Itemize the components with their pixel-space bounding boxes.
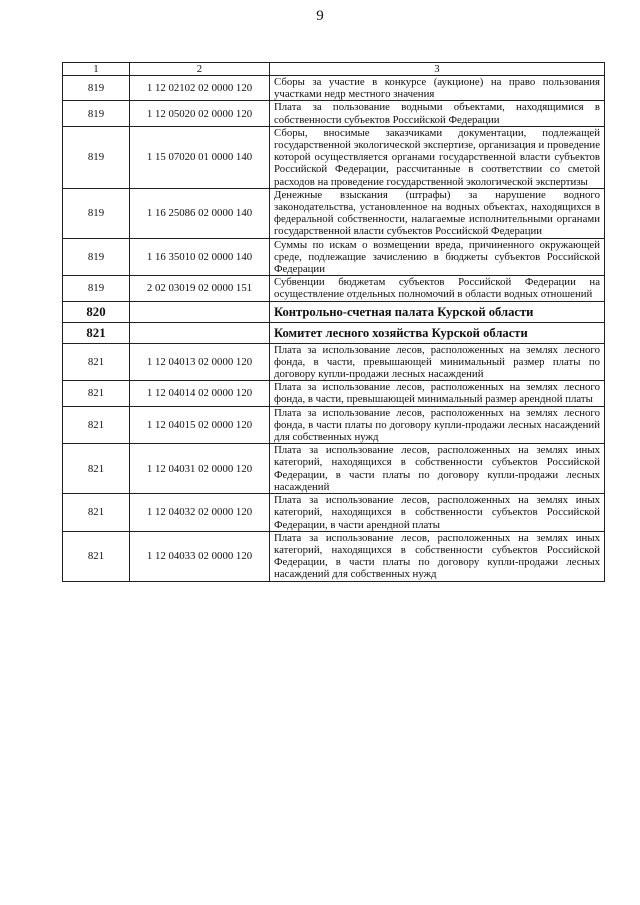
description-cell: Комитет лесного хозяйства Курской области [270, 322, 605, 343]
budget-code-cell: 1 12 05020 02 0000 120 [130, 101, 270, 126]
description-cell: Контрольно-счетная палата Курской области [270, 301, 605, 322]
admin-code-cell: 821 [63, 444, 130, 494]
budget-code-cell: 1 12 04015 02 0000 120 [130, 406, 270, 444]
admin-code-cell: 821 [63, 406, 130, 444]
admin-code-cell: 819 [63, 276, 130, 301]
table-row [63, 444, 605, 494]
table-row [63, 126, 605, 188]
admin-code-cell: 821 [63, 494, 130, 532]
admin-code-cell: 819 [63, 101, 130, 126]
header-col-1: 1 [63, 63, 130, 76]
header-col-3: 3 [270, 63, 605, 76]
budget-code-cell: 1 12 04014 02 0000 120 [130, 381, 270, 406]
budget-code-cell [130, 322, 270, 343]
budget-code-cell: 1 16 25086 02 0000 140 [130, 188, 270, 238]
admin-code-cell: 821 [63, 343, 130, 381]
budget-code-cell: 1 12 04032 02 0000 120 [130, 494, 270, 532]
admin-code-cell: 820 [63, 301, 130, 322]
description-cell: Плата за использование лесов, расположенных на землях лесного фонда, в части платы по договору купли-продажи лесных насаждений для собственных нужд [270, 406, 605, 444]
table-row [63, 494, 605, 532]
table-row [63, 343, 605, 381]
budget-code-cell: 1 12 04013 02 0000 120 [130, 343, 270, 381]
description-cell: Плата за пользование водными объектами, находящимися в собственности субъектов Российской Федерации [270, 101, 605, 126]
table-row [63, 531, 605, 581]
budget-code-cell: 1 12 02102 02 0000 120 [130, 76, 270, 101]
budget-code-cell: 1 12 04031 02 0000 120 [130, 444, 270, 494]
table-row [63, 238, 605, 276]
description-cell: Субвенции бюджетам субъектов Российской Федерации на осуществление отдельных полномочий в области водных отношений [270, 276, 605, 301]
table-row [63, 76, 605, 101]
budget-code-cell: 1 12 04033 02 0000 120 [130, 531, 270, 581]
description-cell: Плата за использование лесов, расположенных на землях лесного фонда, в части, превышающей минимальный размер арендной платы [270, 381, 605, 406]
description-cell: Сборы за участие в конкурсе (аукционе) на право пользования участками недр местного значения [270, 76, 605, 101]
budget-code-cell: 2 02 03019 02 0000 151 [130, 276, 270, 301]
admin-code-cell: 819 [63, 126, 130, 188]
section-row [63, 322, 605, 343]
page-number: 9 [316, 8, 324, 24]
table-row [63, 381, 605, 406]
admin-code-cell: 819 [63, 76, 130, 101]
admin-code-cell: 819 [63, 188, 130, 238]
admin-code-cell: 819 [63, 238, 130, 276]
revenue-codes-table [62, 62, 605, 582]
budget-code-cell: 1 16 35010 02 0000 140 [130, 238, 270, 276]
table-row [63, 276, 605, 301]
budget-code-cell [130, 301, 270, 322]
budget-code-cell: 1 15 07020 01 0000 140 [130, 126, 270, 188]
description-cell: Денежные взыскания (штрафы) за нарушение водного законодательства, установленное на водных объектах, находящихся в федеральной собственности, налагаемые исполнительными органами государственной власти субъектов Российской Федерации [270, 188, 605, 238]
section-row [63, 301, 605, 322]
header-col-2: 2 [130, 63, 270, 76]
table-row [63, 188, 605, 238]
description-cell: Суммы по искам о возмещении вреда, причиненного окружающей среде, подлежащие зачислению в бюджеты субъектов Российской Федерации [270, 238, 605, 276]
table-body [63, 63, 605, 582]
table-row [63, 406, 605, 444]
description-cell: Плата за использование лесов, расположенных на землях иных категорий, находящихся в собственности субъектов Российской Федерации, в части платы по договору купли-продажи лесных насаждений для собственных нужд [270, 531, 605, 581]
admin-code-cell: 821 [63, 322, 130, 343]
table-row [63, 101, 605, 126]
admin-code-cell: 821 [63, 381, 130, 406]
description-cell: Плата за использование лесов, расположенных на землях иных категорий, находящихся в собственности субъектов Российской Федерации, в части арендной платы [270, 494, 605, 532]
description-cell: Плата за использование лесов, расположенных на землях иных категорий, находящихся в собственности субъектов Российской Федерации, в части платы по договору купли-продажи лесных насаждений [270, 444, 605, 494]
header-row [63, 63, 605, 76]
description-cell: Сборы, вносимые заказчиками документации, подлежащей государственной экологической экспертизе, организация и проведение которой осуществляется органами государственной власти субъектов Российской Федерации, рассчитанные в соответствии со сметой расходов на проведение государственной экологической экспертизы [270, 126, 605, 188]
description-cell: Плата за использование лесов, расположенных на землях лесного фонда, в части, превышающей минимальный размер платы по договору купли-продажи лесных насаждений [270, 343, 605, 381]
admin-code-cell: 821 [63, 531, 130, 581]
